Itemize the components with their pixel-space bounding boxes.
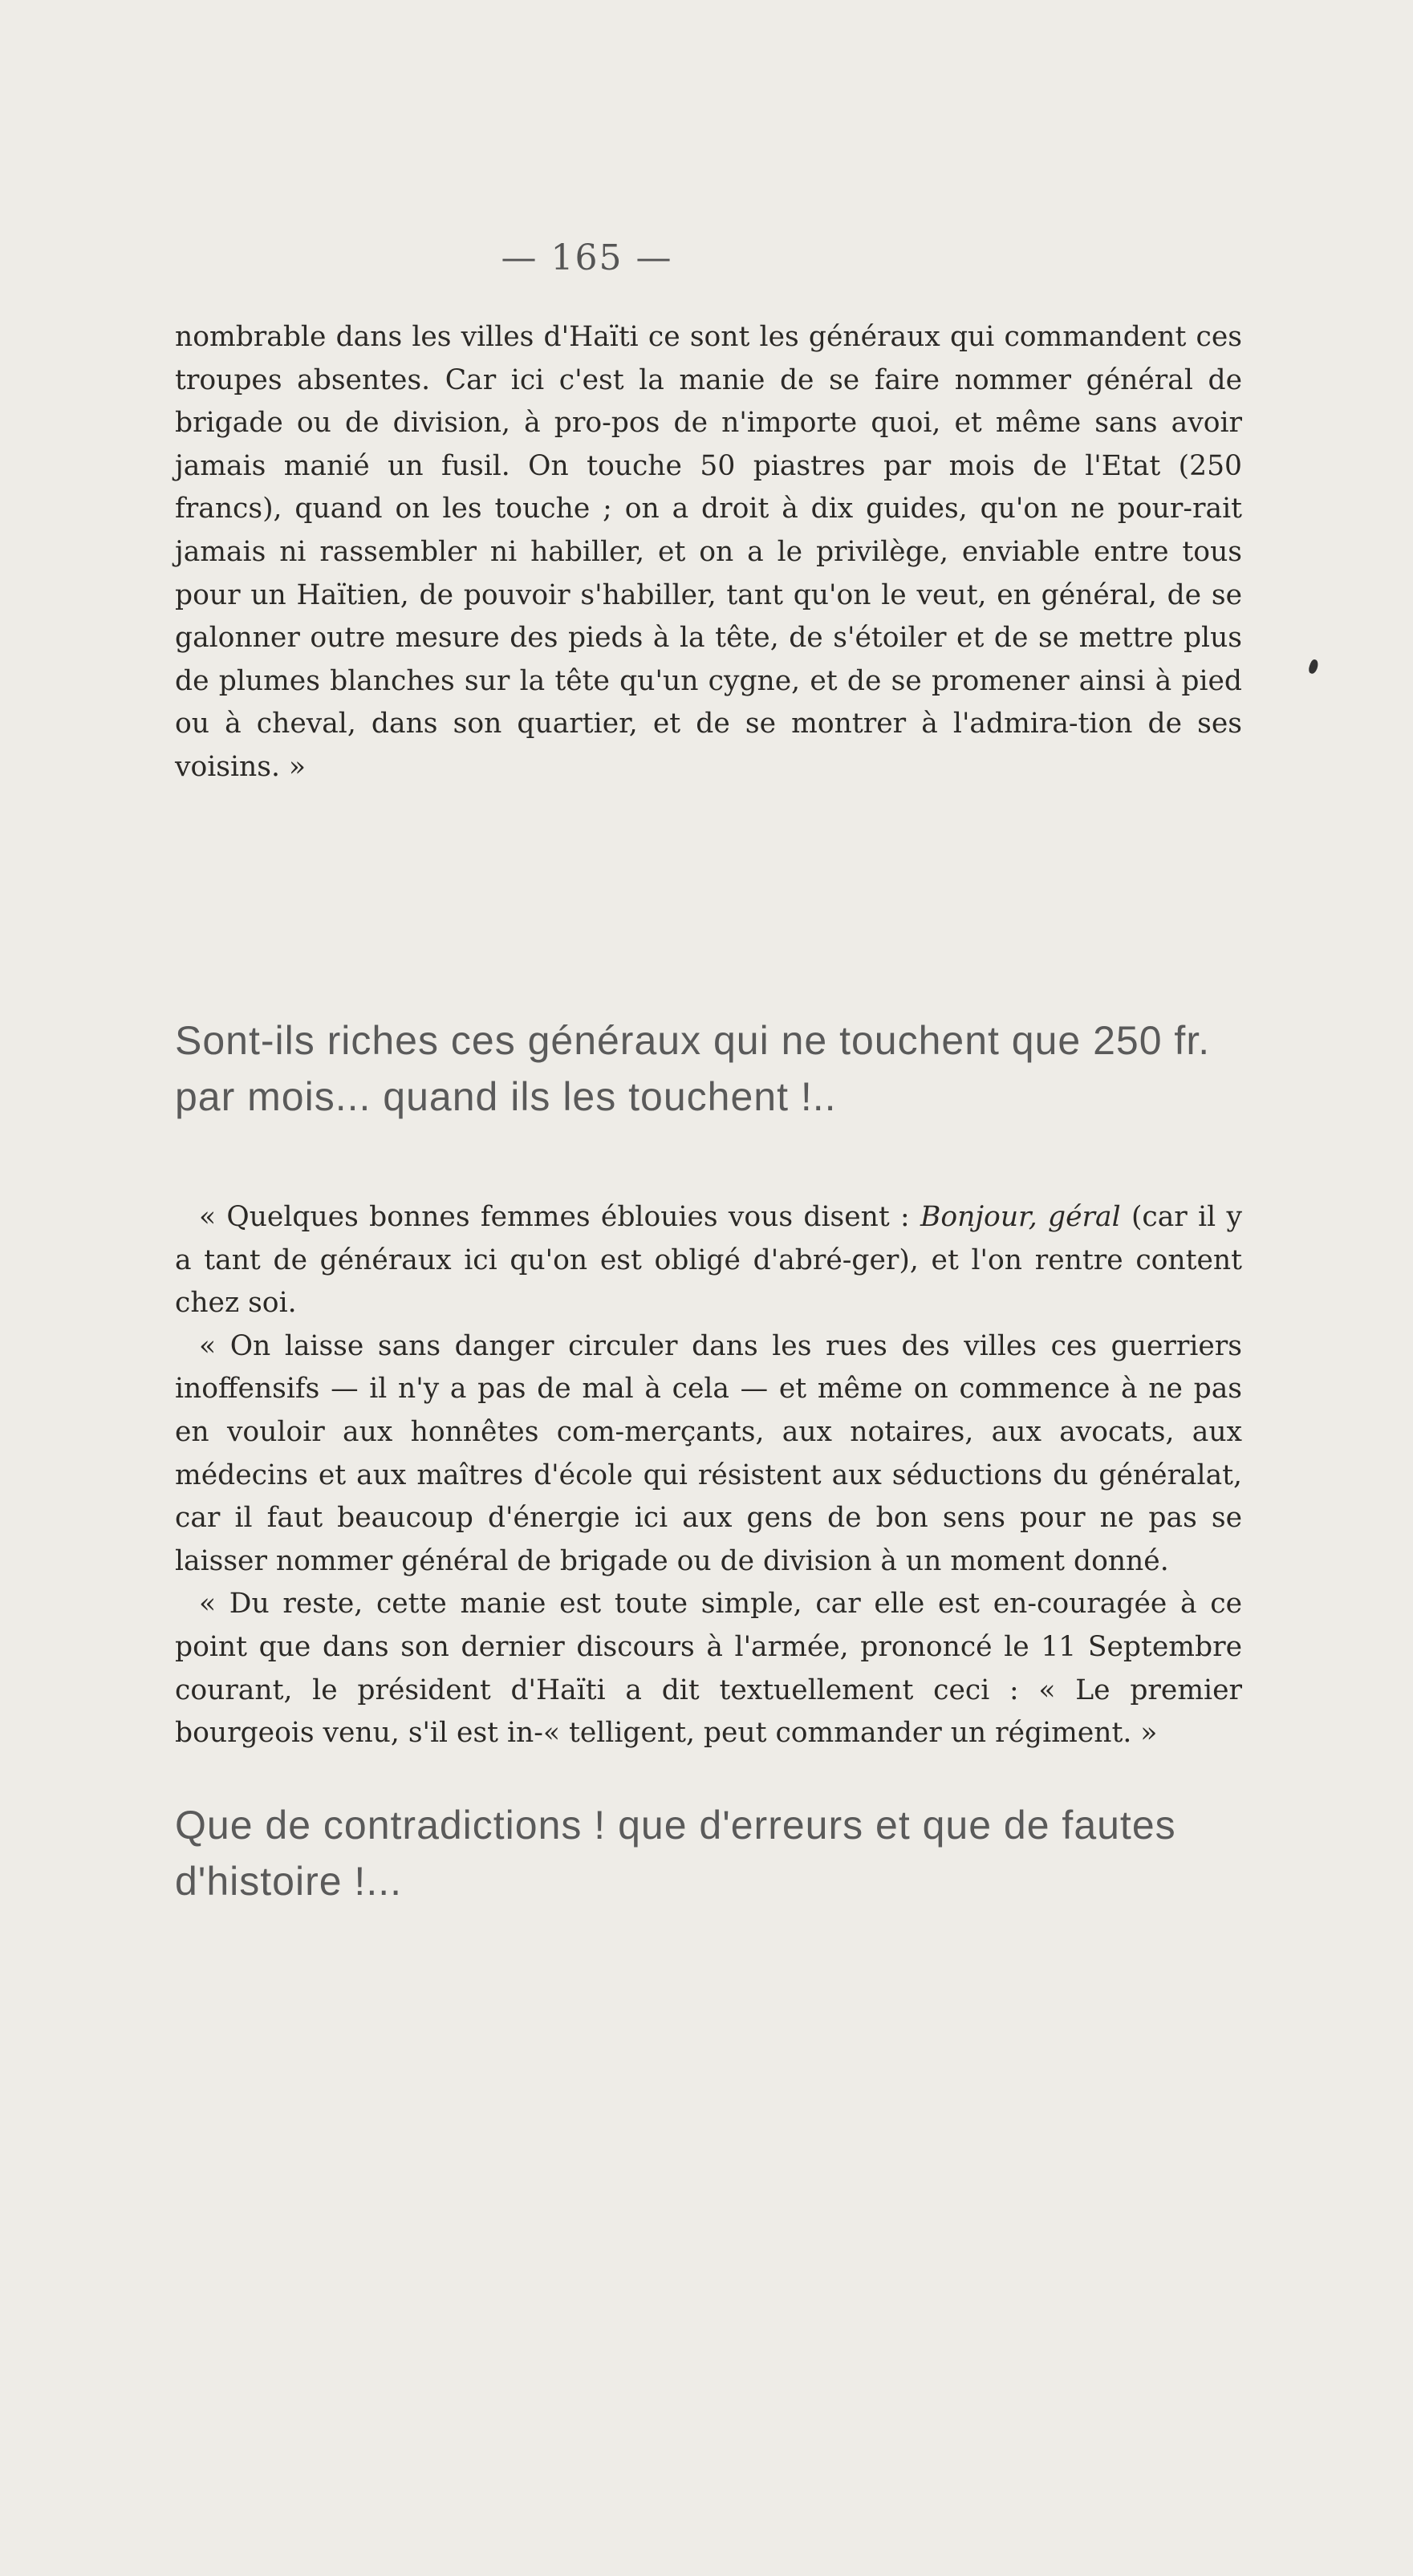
quote-prefix: « Quelques bonnes femmes éblouies vous disent :	[199, 1201, 921, 1233]
paragraph-1: nombrable dans les villes d'Haïti ce sont les généraux qui commandent ces troupes absentes. Car ici c'est la manie de se faire nommer général de brigade ou de division, à pro-pos de n'importe quoi, et même sans avoir jamais manié un fusil. On touche 50 piastres par mois de l'Etat (250 francs), quand on les touche ; on a droit à dix guides, qu'on ne pour-rait jamais ni rassembler ni habiller, et on a le privilège, enviable entre tous pour un Haïtien, de pouvoir s'habiller, tant qu'on le veut, en général, de se galonner outre mesure des pieds à la tête, de s'étoiler et de se mettre plus de plumes blanches sur la tête qu'un cygne, et de se promener ainsi à pied ou à cheval, dans son quartier, et de se montrer à l'admira-tion de ses voisins. »	[175, 321, 1242, 783]
paragraph-3: « Du reste, cette manie est toute simple, car elle est en-couragée à ce point que dans son dernier discours à l'armée, prononcé le 11 Septembre courant, le président d'Haïti a dit textuellement ceci : « Le premier bourgeois venu, s'il est in-« telligent, peut commander un régiment. »	[175, 1588, 1242, 1750]
quote-italic: Bonjour, géral	[920, 1201, 1121, 1233]
paragraph-block-2	[175, 1196, 1242, 1755]
section-heading-1: Sont-ils riches ces généraux qui ne touchent que 250 fr. par mois... quand ils les touchent !..	[175, 1018, 1211, 1119]
quote-paragraph-1	[175, 1196, 1242, 1325]
quote-suffix: (car il y a tant de généraux ici qu'on est obligé d'abré-ger), et l'on rentre content chez soi.	[175, 1201, 1242, 1320]
section-heading-2: Que de contradictions ! que d'erreurs et que de fautes d'histoire !...	[175, 1803, 1176, 1904]
paragraph-2: « On laisse sans danger circuler dans les rues des villes ces guerriers inoffensifs — il n'y a pas de mal à cela — et même on commence à ne pas en vouloir aux honnêtes com-merçants, aux notaires, aux avocats, aux médecins et aux maîtres d'école qui résistent aux séductions du généralat, car il faut beaucoup d'énergie ici aux gens de bon sens pour ne pas se laisser nommer général de brigade ou de division à un moment donné.	[175, 1329, 1242, 1577]
paragraph-block-1	[175, 316, 1242, 789]
page-number: — 165 —	[501, 237, 673, 278]
margin-ink-mark	[1307, 659, 1320, 675]
